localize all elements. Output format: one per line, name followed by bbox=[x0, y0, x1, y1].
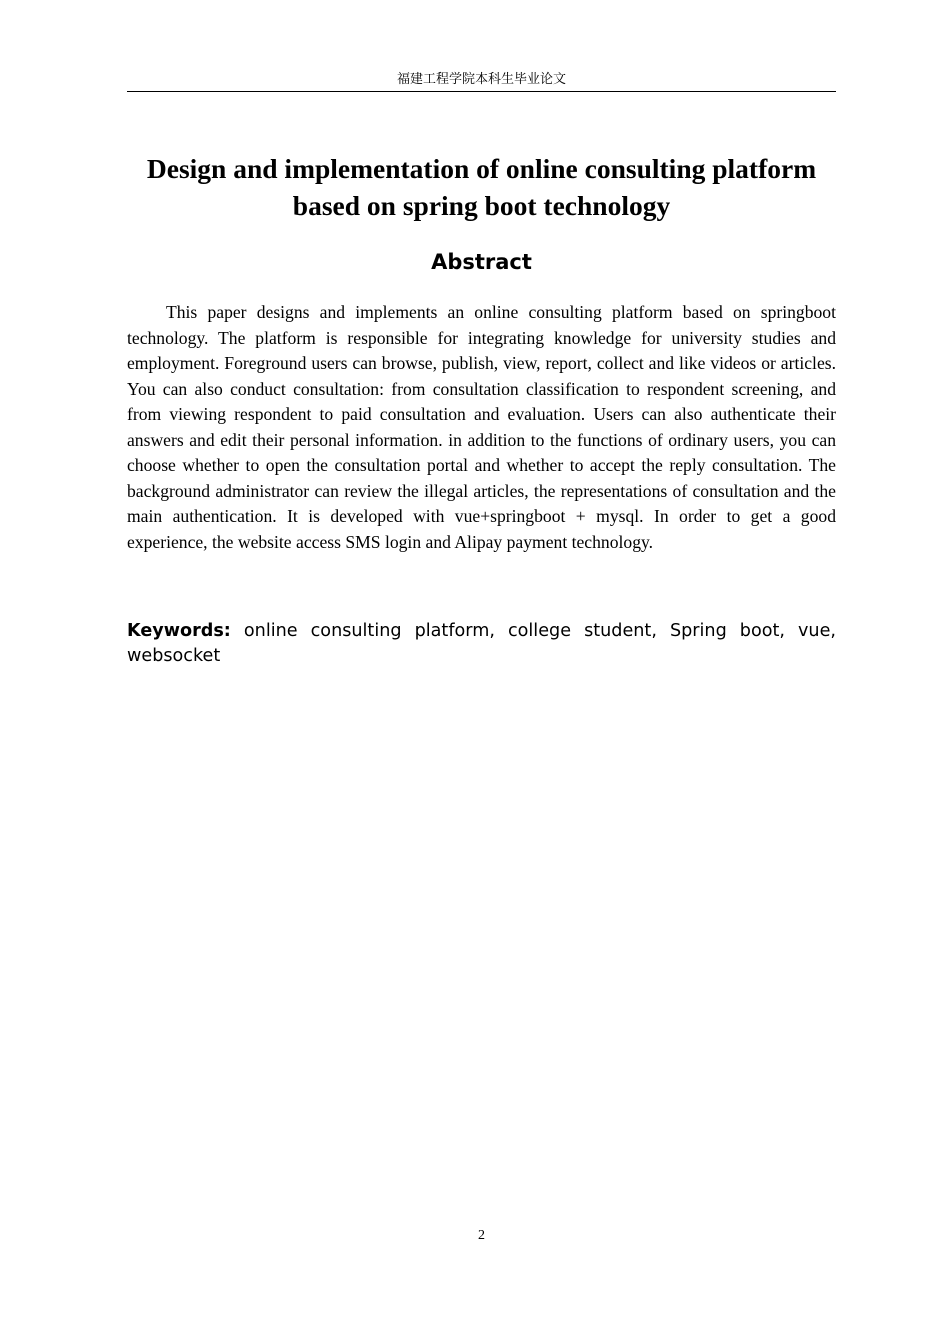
paper-title-line-2: based on spring boot technology bbox=[292, 190, 671, 221]
abstract-heading: Abstract bbox=[431, 250, 532, 274]
running-header-text: 福建工程学院本科生毕业论文 bbox=[396, 72, 566, 87]
page-number: 2 bbox=[478, 1228, 485, 1243]
keywords-label: Keywords: bbox=[127, 621, 231, 641]
abstract-body: This paper designs and implements an online consulting platform based on springboot technology. The platform is responsible for integrating knowledge for university studies and employment. Foreground users can browse, publish, view, report, collect and like videos or articles. You can also conduct consultation: from consultation classification to respondent screening, and from viewing respondent to paid consultation and evaluation. Users can also authenticate their answers and edit their personal information. in addition to the functions of ordinary users, you can choose whether to open the consultation portal and whether to accept the reply consultation. The background administrator can review the illegal articles, the representations of consultation and the main authentication. It is developed with vue+springboot + mysql. In order to get a good experience, the website access SMS login and Alipay payment technology. bbox=[127, 302, 836, 552]
keywords-line bbox=[127, 619, 836, 669]
paper-title bbox=[127, 150, 836, 224]
running-header bbox=[127, 68, 836, 92]
paper-title-line-1: Design and implementation of online consulting platform bbox=[146, 153, 817, 184]
document-page bbox=[127, 0, 836, 1344]
keywords-value: online consulting platform, college student, Spring boot, vue, websocket bbox=[127, 621, 837, 666]
